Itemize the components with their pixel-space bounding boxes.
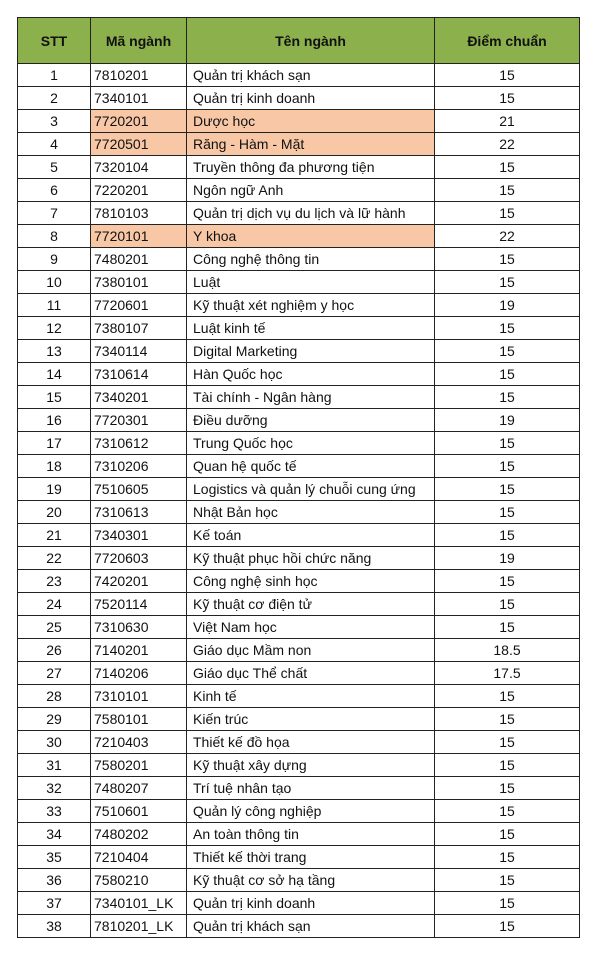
table-row — [18, 133, 580, 156]
table-row — [18, 225, 580, 248]
row-major-code: 7720601 — [91, 294, 187, 317]
row-major-name: Hàn Quốc học — [187, 363, 435, 386]
row-major-code: 7480202 — [91, 823, 187, 846]
row-major-name: Quản trị khách sạn — [187, 64, 435, 87]
row-major-code: 7810201 — [91, 64, 187, 87]
row-stt: 1 — [18, 64, 91, 87]
row-stt: 12 — [18, 317, 91, 340]
row-cutoff-score: 15 — [435, 823, 580, 846]
row-major-name: Kỹ thuật cơ sở hạ tầng — [187, 869, 435, 892]
row-cutoff-score: 15 — [435, 777, 580, 800]
row-cutoff-score: 19 — [435, 409, 580, 432]
row-major-code: 7720101 — [91, 225, 187, 248]
table-row — [18, 363, 580, 386]
table-row — [18, 915, 580, 938]
row-cutoff-score: 22 — [435, 133, 580, 156]
row-major-code: 7210403 — [91, 731, 187, 754]
table-row — [18, 708, 580, 731]
table-row — [18, 432, 580, 455]
row-major-code: 7340301 — [91, 524, 187, 547]
table-row — [18, 179, 580, 202]
row-major-name: Trí tuệ nhân tạo — [187, 777, 435, 800]
row-major-code: 7340101_LK — [91, 892, 187, 915]
row-major-code: 7520114 — [91, 593, 187, 616]
row-major-code: 7480207 — [91, 777, 187, 800]
row-major-name: Logistics và quản lý chuỗi cung ứng — [187, 478, 435, 501]
row-cutoff-score: 15 — [435, 271, 580, 294]
table-row — [18, 616, 580, 639]
row-major-name: Quan hệ quốc tế — [187, 455, 435, 478]
row-cutoff-score: 15 — [435, 754, 580, 777]
row-major-code: 7310101 — [91, 685, 187, 708]
admission-scores-table — [17, 17, 580, 938]
row-stt: 33 — [18, 800, 91, 823]
row-major-name: Giáo dục Mầm non — [187, 639, 435, 662]
row-stt: 38 — [18, 915, 91, 938]
row-major-name: Quản lý công nghiệp — [187, 800, 435, 823]
row-stt: 36 — [18, 869, 91, 892]
row-cutoff-score: 15 — [435, 248, 580, 271]
row-cutoff-score: 19 — [435, 547, 580, 570]
row-cutoff-score: 15 — [435, 685, 580, 708]
row-major-code: 7580210 — [91, 869, 187, 892]
row-stt: 5 — [18, 156, 91, 179]
table-row — [18, 892, 580, 915]
row-major-code: 7420201 — [91, 570, 187, 593]
row-major-name: Việt Nam học — [187, 616, 435, 639]
row-major-name: Nhật Bản học — [187, 501, 435, 524]
row-cutoff-score: 19 — [435, 294, 580, 317]
row-major-name: Quản trị khách sạn — [187, 915, 435, 938]
row-stt: 37 — [18, 892, 91, 915]
row-cutoff-score: 15 — [435, 708, 580, 731]
row-major-name: Kiến trúc — [187, 708, 435, 731]
row-stt: 7 — [18, 202, 91, 225]
row-stt: 26 — [18, 639, 91, 662]
row-cutoff-score: 15 — [435, 570, 580, 593]
row-cutoff-score: 15 — [435, 846, 580, 869]
row-cutoff-score: 15 — [435, 179, 580, 202]
row-cutoff-score: 15 — [435, 524, 580, 547]
row-major-name: Thiết kế thời trang — [187, 846, 435, 869]
row-major-code: 7580201 — [91, 754, 187, 777]
row-major-code: 7480201 — [91, 248, 187, 271]
header-major-code: Mã ngành — [91, 18, 187, 64]
row-stt: 27 — [18, 662, 91, 685]
table-row — [18, 478, 580, 501]
row-stt: 24 — [18, 593, 91, 616]
row-stt: 2 — [18, 87, 91, 110]
row-cutoff-score: 15 — [435, 731, 580, 754]
row-major-name: Ngôn ngữ Anh — [187, 179, 435, 202]
row-cutoff-score: 15 — [435, 202, 580, 225]
table-header-row — [18, 18, 580, 64]
row-major-name: Kỹ thuật phục hồi chức năng — [187, 547, 435, 570]
row-stt: 15 — [18, 386, 91, 409]
row-cutoff-score: 15 — [435, 386, 580, 409]
row-stt: 34 — [18, 823, 91, 846]
row-major-name: Kỹ thuật xét nghiệm y học — [187, 294, 435, 317]
table-body — [18, 64, 580, 938]
row-major-code: 7580101 — [91, 708, 187, 731]
row-stt: 28 — [18, 685, 91, 708]
row-stt: 6 — [18, 179, 91, 202]
row-stt: 29 — [18, 708, 91, 731]
row-cutoff-score: 15 — [435, 616, 580, 639]
table-row — [18, 271, 580, 294]
row-major-name: Trung Quốc học — [187, 432, 435, 455]
row-major-name: Dược học — [187, 110, 435, 133]
row-major-name: Y khoa — [187, 225, 435, 248]
row-major-code: 7720301 — [91, 409, 187, 432]
row-major-code: 7210404 — [91, 846, 187, 869]
row-stt: 3 — [18, 110, 91, 133]
row-major-name: Kỹ thuật xây dựng — [187, 754, 435, 777]
row-major-code: 7320104 — [91, 156, 187, 179]
table-row — [18, 846, 580, 869]
row-major-name: Quản trị dịch vụ du lịch và lữ hành — [187, 202, 435, 225]
row-stt: 32 — [18, 777, 91, 800]
table-row — [18, 777, 580, 800]
row-stt: 4 — [18, 133, 91, 156]
table-row — [18, 110, 580, 133]
row-major-code: 7810103 — [91, 202, 187, 225]
row-stt: 23 — [18, 570, 91, 593]
row-cutoff-score: 15 — [435, 869, 580, 892]
table-row — [18, 248, 580, 271]
row-major-name: Luật kinh tế — [187, 317, 435, 340]
row-stt: 9 — [18, 248, 91, 271]
row-major-name: Quản trị kinh doanh — [187, 892, 435, 915]
table-row — [18, 87, 580, 110]
table-row — [18, 639, 580, 662]
row-stt: 11 — [18, 294, 91, 317]
row-cutoff-score: 15 — [435, 478, 580, 501]
table-row — [18, 455, 580, 478]
row-major-code: 7510601 — [91, 800, 187, 823]
table-row — [18, 340, 580, 363]
table-row — [18, 869, 580, 892]
row-major-name: An toàn thông tin — [187, 823, 435, 846]
row-major-code: 7310614 — [91, 363, 187, 386]
table-row — [18, 547, 580, 570]
row-stt: 25 — [18, 616, 91, 639]
table-row — [18, 409, 580, 432]
row-major-name: Thiết kế đồ họa — [187, 731, 435, 754]
table-row — [18, 386, 580, 409]
row-major-code: 7310206 — [91, 455, 187, 478]
row-cutoff-score: 15 — [435, 501, 580, 524]
table-row — [18, 64, 580, 87]
row-major-name: Kỹ thuật cơ điện tử — [187, 593, 435, 616]
row-cutoff-score: 15 — [435, 800, 580, 823]
row-stt: 18 — [18, 455, 91, 478]
table-row — [18, 202, 580, 225]
table-row — [18, 754, 580, 777]
row-major-code: 7720501 — [91, 133, 187, 156]
row-stt: 16 — [18, 409, 91, 432]
row-major-name: Digital Marketing — [187, 340, 435, 363]
row-stt: 14 — [18, 363, 91, 386]
row-major-code: 7340114 — [91, 340, 187, 363]
row-major-code: 7340101 — [91, 87, 187, 110]
row-major-code: 7310613 — [91, 501, 187, 524]
row-major-code: 7810201_LK — [91, 915, 187, 938]
row-cutoff-score: 15 — [435, 432, 580, 455]
row-major-name: Tài chính - Ngân hàng — [187, 386, 435, 409]
table-row — [18, 501, 580, 524]
table-row — [18, 731, 580, 754]
row-stt: 10 — [18, 271, 91, 294]
row-cutoff-score: 15 — [435, 363, 580, 386]
table-row — [18, 294, 580, 317]
table-row — [18, 156, 580, 179]
row-major-code: 7310612 — [91, 432, 187, 455]
row-major-code: 7720603 — [91, 547, 187, 570]
row-cutoff-score: 15 — [435, 915, 580, 938]
table-row — [18, 823, 580, 846]
row-major-code: 7720201 — [91, 110, 187, 133]
header-cutoff-score: Điểm chuẩn — [435, 18, 580, 64]
header-stt: STT — [18, 18, 91, 64]
row-cutoff-score: 21 — [435, 110, 580, 133]
row-cutoff-score: 15 — [435, 340, 580, 363]
table-row — [18, 317, 580, 340]
row-major-name: Răng - Hàm - Mặt — [187, 133, 435, 156]
row-stt: 35 — [18, 846, 91, 869]
row-cutoff-score: 17.5 — [435, 662, 580, 685]
row-major-name: Công nghệ sinh học — [187, 570, 435, 593]
row-cutoff-score: 15 — [435, 64, 580, 87]
row-major-name: Giáo dục Thể chất — [187, 662, 435, 685]
row-major-code: 7340201 — [91, 386, 187, 409]
row-stt: 8 — [18, 225, 91, 248]
table-row — [18, 685, 580, 708]
row-stt: 20 — [18, 501, 91, 524]
row-stt: 13 — [18, 340, 91, 363]
header-major-name: Tên ngành — [187, 18, 435, 64]
row-cutoff-score: 22 — [435, 225, 580, 248]
row-major-name: Truyền thông đa phương tiện — [187, 156, 435, 179]
row-cutoff-score: 15 — [435, 317, 580, 340]
row-stt: 19 — [18, 478, 91, 501]
row-major-code: 7380107 — [91, 317, 187, 340]
row-major-code: 7140206 — [91, 662, 187, 685]
row-stt: 17 — [18, 432, 91, 455]
row-cutoff-score: 18.5 — [435, 639, 580, 662]
row-major-name: Điều dưỡng — [187, 409, 435, 432]
table-row — [18, 800, 580, 823]
row-stt: 22 — [18, 547, 91, 570]
row-major-name: Quản trị kinh doanh — [187, 87, 435, 110]
row-major-code: 7310630 — [91, 616, 187, 639]
row-stt: 31 — [18, 754, 91, 777]
table-row — [18, 593, 580, 616]
row-major-name: Kinh tế — [187, 685, 435, 708]
row-major-code: 7220201 — [91, 179, 187, 202]
row-major-code: 7140201 — [91, 639, 187, 662]
table-row — [18, 524, 580, 547]
table-row — [18, 662, 580, 685]
row-cutoff-score: 15 — [435, 455, 580, 478]
row-major-name: Luật — [187, 271, 435, 294]
row-cutoff-score: 15 — [435, 593, 580, 616]
row-major-name: Công nghệ thông tin — [187, 248, 435, 271]
row-stt: 21 — [18, 524, 91, 547]
row-stt: 30 — [18, 731, 91, 754]
row-cutoff-score: 15 — [435, 892, 580, 915]
row-major-name: Kế toán — [187, 524, 435, 547]
table-row — [18, 570, 580, 593]
row-major-code: 7510605 — [91, 478, 187, 501]
row-cutoff-score: 15 — [435, 156, 580, 179]
row-cutoff-score: 15 — [435, 87, 580, 110]
row-major-code: 7380101 — [91, 271, 187, 294]
